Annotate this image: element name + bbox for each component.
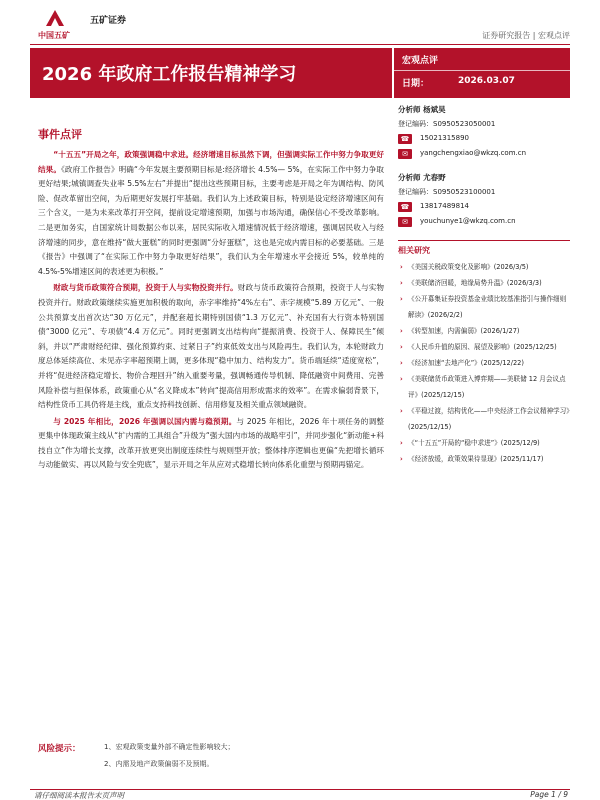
related-report-link[interactable]: › 《美国关税政策变化及影响》(2026/3/5) [398,259,570,275]
paragraph-3 [38,415,384,473]
related-research-title: 相关研究 [398,246,430,255]
section-title: 事件点评 [38,128,82,141]
analyst-card [398,104,570,164]
related-report-link[interactable]: › 《经济放缓，政策效果待显现》(2025/11/17) [398,451,570,467]
email-icon: ✉ [398,217,412,227]
paragraph-1-highlight: “十五五”开局之年，政策强调稳中求进。经济增速目标虽然下调，但强调实际工作中努力争取更好结果。 [38,150,384,174]
date-label: 日期： [402,79,430,89]
analyst-phone-row [398,134,570,149]
analyst-name: 分析师 杨斌昊 [398,105,446,114]
risk-item: 1、宏观政策变量外部不确定性影响较大； [104,743,235,751]
related-report-link[interactable]: › 《平稳过渡，结构优化——中央经济工作会议精神学习》(2025/12/15) [398,403,570,435]
title-banner [30,48,392,98]
related-divider [398,240,570,241]
logo-mark-icon [44,8,66,28]
analyst-email-row [398,217,570,232]
analyst-email[interactable]: yangchengxiao@wkzq.com.cn [420,149,527,157]
paragraph-1 [38,148,384,279]
analyst-card [398,172,570,232]
analyst-reg-row [398,187,570,202]
related-report-link[interactable]: › 《美联储货币政策进入博弈期——美联储 12 月会议点评》(2025/12/15) [398,371,570,403]
report-type: 证券研究报告 | 宏观点评 [482,31,570,40]
header-divider [30,44,570,45]
company-logo [38,8,148,42]
paragraph-2 [38,281,384,412]
paragraph-2-body: 财政与货币政策符合预期，投资于人与实物投资并行。财政政策继续实施更加积极的取向，赤字率维持“4%左右”、赤字规模“5.89 万亿元”、一般公共预算支出首次达“30 万亿元”，并配套超长期特别国债“1.3 万亿元”、补充国有大行资本特别国债“3000 亿元”、专项债“4.4 万亿元”。同时更强调支出结构向“提振消费、投资于人、保障民生”倾斜，并以“严肃财经纪律、强化预算约束、过紧日子”约束低效支出与风险再生。我们认为，本轮财政力度总体延续高位、未见赤字率超预期上调，更多体现“稳中加力、结构发力”。货币端延续“适度宽松”，并将“促进经济稳定增长、物价合理回升”纳入重要考量，强调畅通传导机制、降低融资中间费用、完善风险补偿与担保体系，政策重心从“名义降成本”转向“提高信用形成需求的效率”。在需求偏弱背景下，结构性货币工具仍将是主线，重点支持科技创新、信用修复及相关重点领域融资。 [38,283,385,410]
analyst-phone: 13817489814 [420,202,469,210]
paragraph-3-body: 与 2025 年相比，2026 年十项任务的调整更集中体现政策主线从“扩内需的工具组合”升级为“强大国内市场的战略牢引”，并同步强化“新动能+科技自立”作为增长支撑，改革开放更突出制度连续性与规则型开放；整体排序逻辑也更偏“先把增长循环与动能做实、再以风险与安全兜底”，显示开局之年从应对式稳增长转向体系化重塑与预期再锚定。 [38,416,384,470]
info-divider [394,70,570,71]
footer-disclaimer: 请仔细阅读本报告末页声明 [34,791,124,800]
risk-item: 2、内需及地产政策偏弱不及预期。 [104,760,214,768]
logo-parent-name: 中国五矿 [38,31,70,40]
phone-icon: ☎ [398,202,412,212]
paragraph-3-highlight: 与 2025 年相比，2026 年强调以国内需与稳预期。 [53,416,237,426]
related-report-link[interactable]: › 《经济加速“去地产化”》(2025/12/22) [398,355,570,371]
main-content [38,126,384,475]
analyst-email-row [398,149,570,164]
risk-label: 风险提示： [38,744,81,754]
analyst-phone-row [398,202,570,217]
sidebar [398,104,570,467]
email-icon: ✉ [398,149,412,159]
related-report-link[interactable]: › 《“十五五”开局的“稳中求进”》(2025/12/9) [398,435,570,451]
analyst-reg-code: 登记编码：S0950523100001 [398,188,496,196]
paragraph-1-body: 《政府工作报告》明确“今年发展主要预期目标是:经济增长 4.5%— 5%，在实际工作中努力争取更好结果;城镇调查失业率 5.5%左右”并提出“提出这些预期目标，主要考虑是开局之年为调结构、防风险、促改革留出空间，为后期更好发展打牢基础。我们认为上述政策目标，特别是设定经济增速区间有三个含义，一是为未来改革打开空间，提前设定增速预期，加强与市场沟通，确保信心不受改革影响。二是更加务实，自国家统计局数据公布以来，居民实际收入增速情况低于经济增速，强调居民收入与经济增速的同步，意在维持“做大蛋糕”的同时更强调“分好蛋糕”，这也是完成内需目标的必要基础。三是《报告》中强调了“在实际工作中努力争取更好结果”，我们认为全年增速水平会接近 5%，较单纯的 4.5%-5%增速区间的表述更为积极。” [38,164,385,276]
analyst-name: 分析师 尤春野 [398,173,446,182]
report-category: 宏观点评 [402,56,439,66]
report-info-banner [394,48,570,98]
report-date: 2026.03.07 [458,76,515,86]
analyst-email[interactable]: youchunye1@wkzq.com.cn [420,217,516,225]
related-report-link[interactable]: › 《人民币升值的原因、展望及影响》(2025/12/25) [398,339,570,355]
page-title: 2026 年政府工作报告精神学习 [42,64,297,85]
phone-icon: ☎ [398,134,412,144]
related-report-link[interactable]: › 《公开募集证券投资基金业绩比较基准指引与操作细则解读》(2026/2/2) [398,291,570,323]
analyst-phone: 15021315890 [420,134,469,142]
page-number: Page 1 / 9 [530,790,568,799]
analyst-reg-code: 登记编码：S0950523050001 [398,120,496,128]
logo-brand-name: 五矿证券 [90,16,127,26]
related-report-link[interactable]: › 《美联储济回暖，地缘局势升温》(2026/3/3) [398,275,570,291]
related-report-link[interactable]: › 《转型加速，内需偏弱》(2026/1/27) [398,323,570,339]
analyst-reg-row [398,119,570,134]
paragraph-2-highlight: 财政与货币政策符合预期，投资于人与实物投资并行。 [53,283,238,293]
